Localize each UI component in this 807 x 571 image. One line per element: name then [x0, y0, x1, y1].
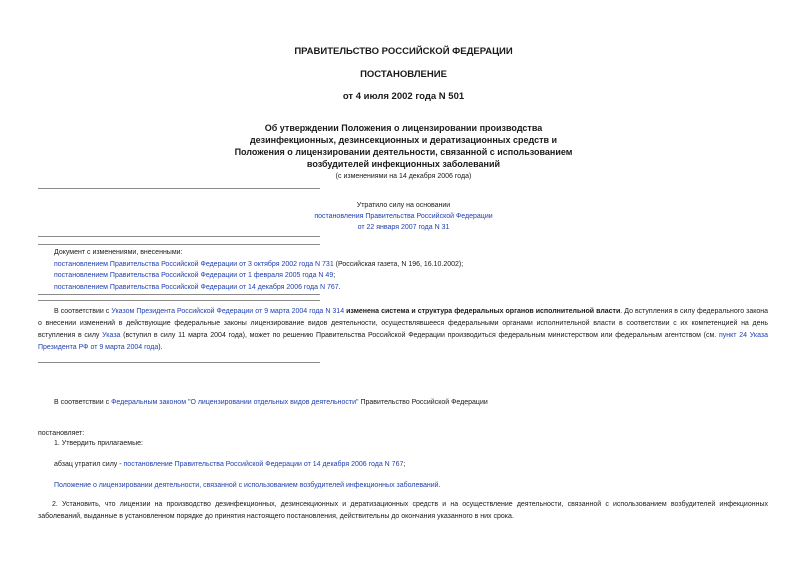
list-item: [54, 282, 774, 294]
item-1: 1. Утвердить прилагаемые:: [54, 440, 143, 447]
amendment-tail: ;: [333, 272, 336, 279]
legal-basis: [54, 397, 774, 409]
abolished-suffix: ;: [403, 461, 406, 468]
changes-list: [54, 247, 774, 293]
amendment-tail: .: [338, 283, 341, 291]
federal-law-link[interactable]: Федеральным законом "О лицензировании отдельных видов деятельности": [111, 399, 359, 406]
amendment-link[interactable]: постановлением Правительства Российской Федерации от 14 декабря 2006 года N 767: [54, 283, 339, 291]
abolishing-decree-link[interactable]: постановление Правительства Российской Федерации от 14 декабря 2006 года N 767: [123, 461, 404, 468]
divider: [38, 188, 320, 189]
title-line: дезинфекционных, дезинсекционных и дератизационных средств и: [249, 135, 558, 145]
regulation-item: [54, 480, 774, 492]
changes-intro: Документ с изменениями, внесенными:: [54, 249, 183, 256]
divider: [38, 236, 320, 237]
expired-notice: [0, 200, 807, 233]
regulation-link[interactable]: Положение о лицензировании деятельности, связанной с использованием возбудителей инфекционных заболеваний: [54, 482, 439, 489]
divider: [38, 362, 320, 363]
list-item: [54, 270, 774, 282]
abolished-prefix: абзац утратил силу -: [54, 461, 124, 468]
amendments-note: (с изменениями на 14 декабря 2006 года): [335, 173, 472, 180]
note-text: ).: [158, 344, 163, 351]
document-type: ПОСТАНОВЛЕНИЕ: [360, 69, 447, 80]
structure-change-note: [38, 306, 768, 354]
document-date-number: от 4 июля 2002 года N 501: [342, 91, 465, 102]
document-title: [0, 122, 807, 170]
basis-text: Правительство Российской Федерации: [358, 399, 488, 406]
note-text: . До вступления в силу федерального закона о внесении изменений в действующие федеральные законы лицензирование видов деятельности, осуществлявшееся федеральными органами исполнительной власти в соответствии с их компетенцией на день вступления в силу: [38, 308, 769, 339]
item-2: 2. Установить, что лицензии на производство дезинфекционных, дезинсекционных и дератизационных средств и на осуществление деятельности, связанной с использованием возбудителей инфекционных заболеваний, выданные в установленном порядке до принятия настоящего постановления, действительны до окончания указанного в них срока.: [38, 501, 768, 520]
note-text: В соответствии с: [54, 308, 112, 315]
title-line: Об утверждении Положения о лицензировании производства: [264, 123, 543, 133]
divider: [38, 294, 320, 295]
amendment-link[interactable]: постановлением Правительства Российской Федерации от 1 февраля 2005 года N 49: [54, 272, 334, 279]
basis-text: В соответствии с: [54, 399, 112, 406]
list-item: [54, 259, 774, 271]
government-heading: ПРАВИТЕЛЬСТВО РОССИЙСКОЙ ФЕДЕРАЦИИ: [294, 46, 513, 57]
divider: [38, 300, 320, 301]
expired-basis-link-date[interactable]: от 22 января 2007 года N 31: [357, 224, 450, 231]
decree-link[interactable]: Указа: [102, 332, 121, 339]
amendment-tail: (Российская газета, N 196, 16.10.2002);: [333, 260, 464, 268]
divider: [38, 244, 320, 245]
regulation-suffix: .: [438, 482, 441, 489]
expired-basis-link[interactable]: постановления Правительства Российской Федерации: [314, 213, 493, 220]
note-text: (вступил в силу 11 марта 2004 года), может по решению Правительства Российской Федерации производиться федеральным министерством или федеральным агентством (см.: [120, 332, 719, 339]
note-bold-text: изменена система и структура федеральных органов исполнительной власти: [344, 308, 621, 315]
expired-text: Утратило силу на основании: [356, 202, 451, 209]
decree-clause-link[interactable]: пункт 24 Указа Президента РФ от 9 марта 2004 года: [38, 332, 768, 351]
decrees-word: постановляет:: [38, 430, 85, 437]
presidential-decree-link[interactable]: Указом Президента Российской Федерации от 9 марта 2004 года N 314: [111, 308, 345, 315]
title-line: возбудителей инфекционных заболеваний: [306, 159, 501, 169]
amendment-link[interactable]: постановлением Правительства Российской Федерации от 3 октября 2002 года N 731: [54, 260, 334, 268]
title-line: Положения о лицензировании деятельности, связанной с использованием: [234, 147, 573, 157]
abolished-paragraph: [54, 459, 774, 471]
